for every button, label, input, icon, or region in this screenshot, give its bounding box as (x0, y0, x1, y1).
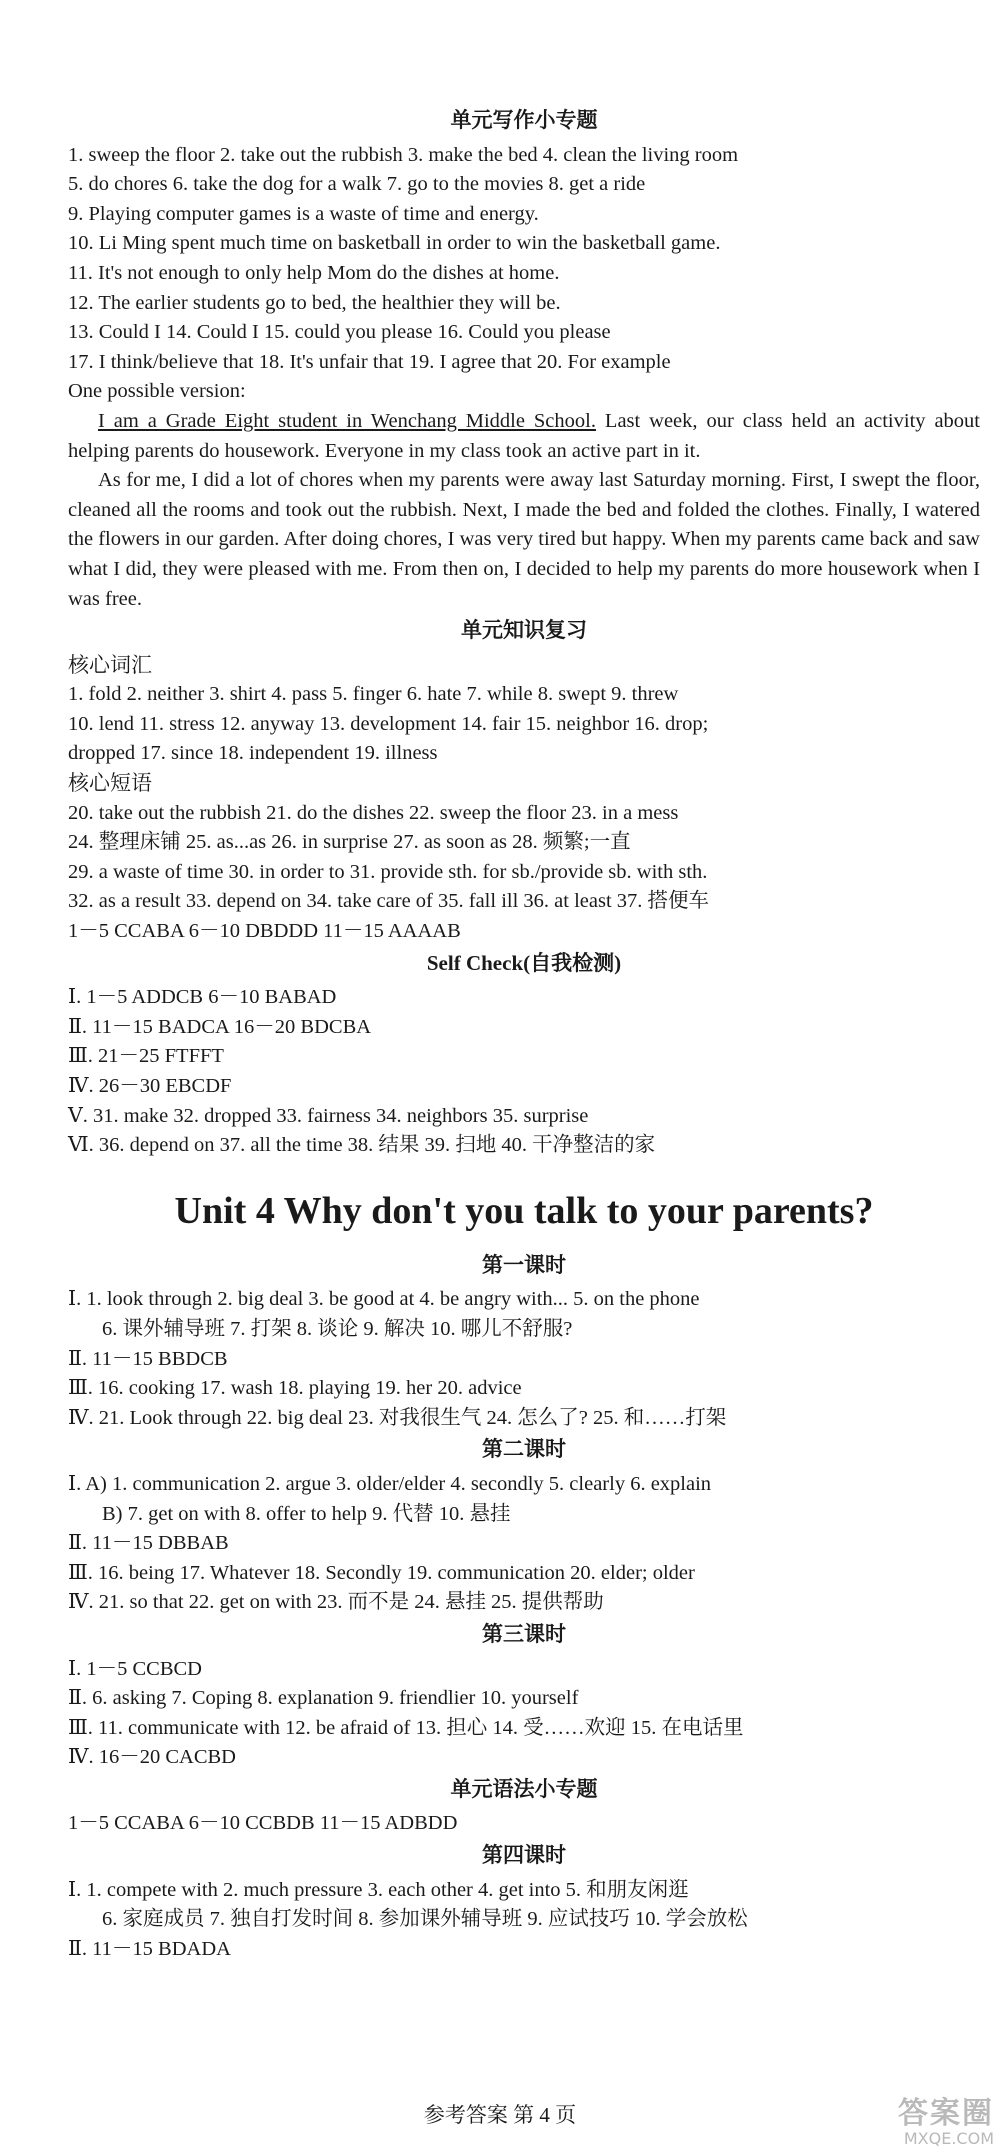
essay-underlined-sentence: I am a Grade Eight student in Wenchang Middle School. (98, 409, 596, 432)
essay-paragraph: As for me, I did a lot of chores when my parents were away last Saturday morning. First, I swept the floor, cleaned all the rooms and took out the rubbish. Next, I made the bed and folded the clothes. Finally, I watered the flowers in our garden. After doing chores, I was very tired but happy. When my parents came back and saw what I did, they were pleased with me. From then on, I decided to help my parents do more housework when I was free. (68, 469, 980, 610)
answer-line: Ⅴ. 31. make 32. dropped 33. fairness 34. neighbors 35. surprise (68, 1104, 589, 1127)
answer-line: 32. as a result 33. depend on 34. take care of 35. fall ill 36. at least 37. 搭便车 (68, 890, 710, 913)
answer-line: Ⅳ. 26－30 EBCDF (68, 1075, 232, 1097)
answer-line: 9. Playing computer games is a waste of time and energy. (68, 202, 539, 225)
watermark-logo-text: 答案圈 (898, 2096, 994, 2131)
answer-line: 6. 课外辅导班 7. 打架 8. 谈论 9. 解决 10. 哪儿不舒服? (102, 1317, 573, 1340)
lesson-heading-2: 第二课时 (482, 1437, 566, 1462)
answer-line: 13. Could I 14. Could I 15. could you please 16. Could you please (68, 321, 611, 344)
lesson-heading-4: 第四课时 (482, 1843, 566, 1868)
answer-line: Ⅱ. 6. asking 7. Coping 8. explanation 9. friendlier 10. yourself (68, 1687, 579, 1710)
writing-answers (68, 141, 980, 407)
answer-line: Ⅰ. 1－5 CCBCD (68, 1657, 202, 1680)
answer-line: Ⅱ. 11－15 BBDCB (68, 1347, 228, 1370)
answer-line: One possible version: (68, 380, 246, 403)
lesson-heading-3: 第三课时 (482, 1621, 566, 1646)
answer-line: 11. It's not enough to only help Mom do the dishes at home. (68, 261, 560, 284)
answer-line: Ⅱ. 11－15 BDADA (68, 1937, 231, 1960)
answer-line: 20. take out the rubbish 21. do the dishes 22. sweep the floor 23. in a mess (68, 801, 679, 824)
answer-line: B) 7. get on with 8. offer to help 9. 代替 10. 悬挂 (102, 1502, 511, 1525)
essay-text: Last week, our class held an activity about helping parents do housework. Everyone in my class took an active part in it. (68, 409, 980, 462)
answer-line: Ⅲ. 16. cooking 17. wash 18. playing 19. her 20. advice (68, 1377, 522, 1400)
answer-line: Ⅳ. 21. so that 22. get on with 23. 而不是 24. 悬挂 25. 提供帮助 (68, 1591, 604, 1614)
answer-line: Ⅲ. 11. communicate with 12. be afraid of 13. 担心 14. 受……欢迎 15. 在电话里 (68, 1716, 744, 1739)
answer-line: 6. 家庭成员 7. 独自打发时间 8. 参加课外辅导班 9. 应试技巧 10. 学会放松 (102, 1908, 748, 1931)
section-heading-writing: 单元写作小专题 (450, 108, 598, 132)
section-heading-self-check: Self Check(自我检测) (426, 950, 622, 975)
grammar-heading: 单元语法小专题 (450, 1776, 598, 1801)
answer-line: Ⅱ. 11－15 BADCA 16－20 BDCBA (68, 1015, 372, 1038)
answer-line: Ⅲ. 16. being 17. Whatever 18. Secondly 19. communication 20. elder; older (68, 1561, 695, 1584)
answer-line: Ⅱ. 11－15 DBBAB (68, 1532, 229, 1555)
answer-line: 17. I think/believe that 18. It's unfair that 19. I agree that 20. For example (68, 350, 671, 373)
answer-line: 1. sweep the floor 2. take out the rubbish 3. make the bed 4. clean the living room (68, 143, 739, 166)
page-content (68, 104, 980, 1964)
answer-line: 1－5 CCABA 6－10 CCBDB 11－15 ADBDD (68, 1812, 458, 1835)
answer-line: 12. The earlier students go to bed, the healthier they will be. (68, 291, 561, 314)
answer-line: Ⅰ. 1－5 ADDCB 6－10 BABAD (68, 986, 337, 1009)
answer-line: Ⅰ. 1. compete with 2. much pressure 3. each other 4. get into 5. 和朋友闲逛 (68, 1878, 689, 1901)
essay-paragraph (68, 407, 980, 466)
sample-essay (68, 407, 980, 614)
watermark-logo (854, 2098, 994, 2148)
answer-line: 5. do chores 6. take the dog for a walk 7. go to the movies 8. get a ride (68, 173, 646, 196)
section-heading-review: 单元知识复习 (461, 618, 587, 643)
answer-line: 10. lend 11. stress 12. anyway 13. development 14. fair 15. neighbor 16. drop; (68, 712, 709, 735)
answer-line: Ⅳ. 21. Look through 22. big deal 23. 对我很生气 24. 怎么了? 25. 和……打架 (68, 1406, 727, 1429)
answer-line: 10. Li Ming spent much time on basketball in order to win the basketball game. (68, 232, 721, 255)
answer-line: dropped 17. since 18. independent 19. illness (68, 742, 438, 765)
answer-line: Ⅰ. 1. look through 2. big deal 3. be good at 4. be angry with... 5. on the phone (68, 1288, 700, 1311)
unit-title: Unit 4 Why don't you talk to your parents? (174, 1189, 874, 1232)
label-core-vocabulary: 核心词汇 (68, 652, 152, 677)
answer-line: 24. 整理床铺 25. as...as 26. in surprise 27. as soon as 28. 频繁;一直 (68, 831, 631, 854)
page-footer: 参考答案 第 4 页 (423, 2103, 577, 2127)
watermark-url: MXQE.COM (903, 2129, 994, 2148)
answer-line: Ⅵ. 36. depend on 37. all the time 38. 结果 39. 扫地 40. 干净整洁的家 (68, 1134, 656, 1157)
answer-line: 1. fold 2. neither 3. shirt 4. pass 5. finger 6. hate 7. while 8. swept 9. threw (68, 683, 679, 706)
answer-line: Ⅳ. 16－20 CACBD (68, 1746, 236, 1769)
answer-line: Ⅰ. A) 1. communication 2. argue 3. older/elder 4. secondly 5. clearly 6. explain (68, 1472, 712, 1495)
answer-line: 29. a waste of time 30. in order to 31. provide sth. for sb./provide sb. with sth. (68, 860, 708, 883)
lesson-heading-1: 第一课时 (482, 1252, 566, 1277)
answer-line: 1－5 CCABA 6－10 DBDDD 11－15 AAAAB (68, 920, 461, 943)
answer-line: Ⅲ. 21－25 FTFFT (68, 1045, 224, 1068)
label-core-phrases: 核心短语 (68, 771, 152, 796)
